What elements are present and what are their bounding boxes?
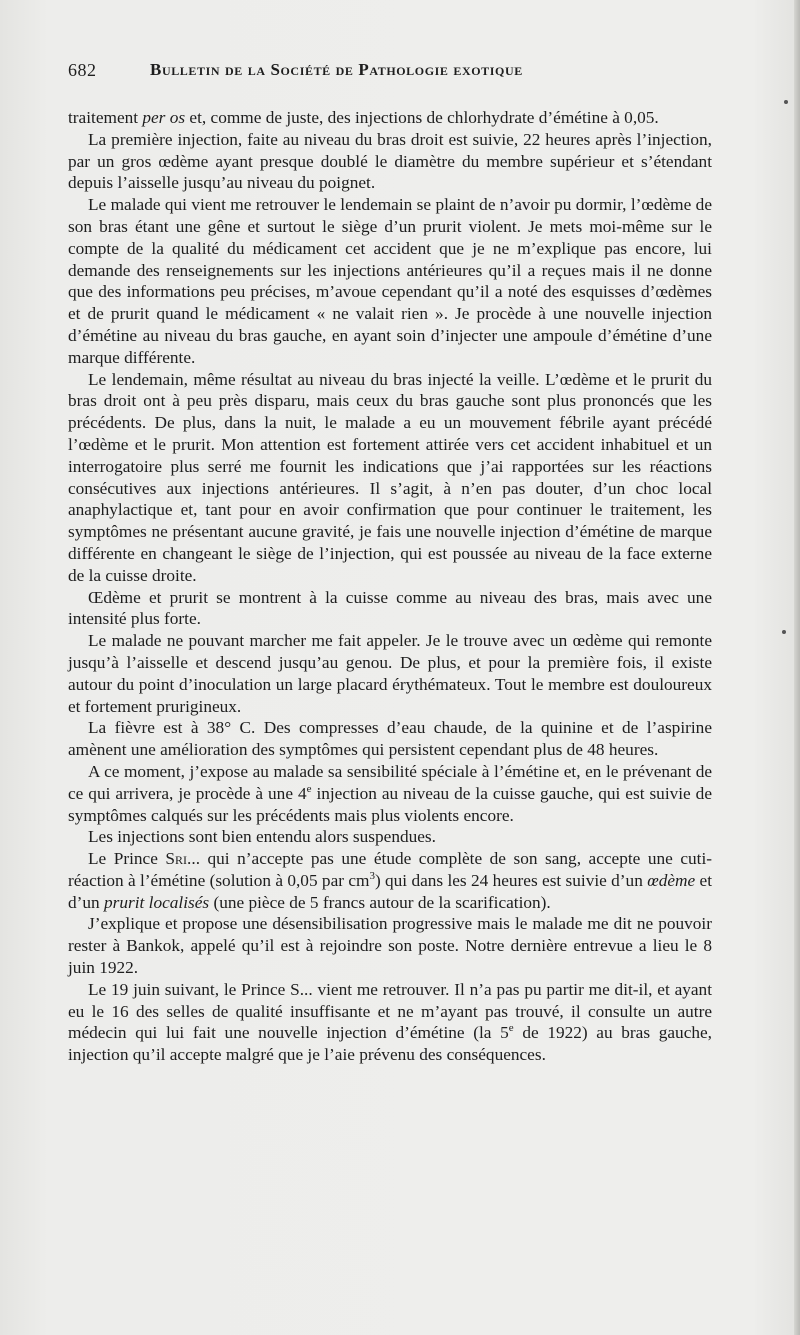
paragraph-5: Œdème et prurit se montrent à la cuisse comme au niveau des bras, mais avec une intensité plus forte. [68,587,712,629]
page-header [68,60,712,88]
margin-speck [784,100,788,104]
paragraph-4: Le lendemain, même résultat au niveau du bras injecté la veille. L’œdème et le prurit du bras droit ont à peu près disparu, mais ceux du bras gauche sont plus prononcés que les précédents. De plus, dans la nuit, le malade a eu un mouvement fébrile ayant précédé l’œdème et le prurit. Mon attention est fortement attirée vers cet accident inhabituel et un interrogatoire plus serré me fournit les indications que j’ai rapportées sur les réactions consécutives aux injections antérieures. Il s’agit, à n’en pas douter, d’un choc local anaphylactique et, tant pour en avoir confirmation que pour continuer le traitement, les symptômes ne présentant aucune gravité, je fais une nouvelle injection d’émétine de marque différente en changeant le siège de l’injection, qui est poussée au niveau de la face externe de la cuisse droite. [68,369,712,585]
running-head: Bulletin de la Société de Pathologie exotique [150,60,523,79]
paragraph-8: A ce moment, j’expose au malade sa sensibilité spéciale à l’émétine et, en le prévenant de ce qui arrivera, je procède à une 4e injection au niveau de la cuisse gauche, qui est suivie de symptômes calqués sur les précédents mais plus violents encore. [68,761,712,825]
page-number: 682 [68,60,97,80]
paragraph-6: Le malade ne pouvant marcher me fait appeler. Je le trouve avec un œdème qui remonte jusqu’à l’aisselle et descend jusqu’au genou. De plus, et pour la première fois, il existe autour du point d’inoculation un large placard érythémateux. Tout le membre est douloureux et fortement prurigineux. [68,631,712,716]
paragraph-12: Le 19 juin suivant, le Prince S... vient me retrouver. Il n’a pas pu partir me dit-il, et ayant eu le 16 des selles de qualité insuffisante et ne m’ayant pas trouvé, il consulte un autre médecin qui lui fait une nouvelle injection d’émétine (la 5e de 1922) au bras gauche, injection qu’il accepte malgré que je l’aie prévenu des conséquences. [68,979,712,1065]
margin-speck [782,630,786,634]
paragraph-2: La première injection, faite au niveau du bras droit est suivie, 22 heures après l’injection, par un gros œdème ayant presque doublé le diamètre du membre supérieur et s’étendant depuis l’aisselle jusqu’au niveau du poignet. [68,129,712,193]
paragraph-9: Les injections sont bien entendu alors suspendues. [88,827,436,847]
page-edge-shadow [794,0,800,1335]
paragraph-10: Le Prince Sri... qui n’accepte pas une étude complète de son sang, accepte une cuti-réaction à l’émétine (solution à 0,05 par $cm^3$) qui dans les 24 heures est suivie d’un œdème et d’un prurit localisés (une pièce de 5 francs autour de la scarification). [68,849,712,912]
paragraph-11: J’explique et propose une désensibilisation progressive mais le malade me dit ne pouvoir rester à Bankok, appelé qu’il est à rejoindre son poste. Notre dernière entrevue a lieu le 8 juin 1922. [68,914,712,978]
paragraph-3: Le malade qui vient me retrouver le lendemain se plaint de n’avoir pu dormir, l’œdème de son bras étant une gêne et surtout le siège d’un prurit violent. Je mets moi-même sur le compte de la qualité du médicament cet accident que je ne m’explique pas encore, lui demande des renseignements sur les injections antérieures qu’il a reçues mais il ne donne que des informations peu précises, m’avoue cependant qu’il a noté des esquisses d’œdèmes et de prurit quand le médicament « ne valait rien ». Je procède à une nouvelle injection d’émétine au niveau du bras gauche, en ayant soin d’injecter une ampoule d’émétine d’une marque différente. [68,195,712,367]
article-body [68,107,712,1066]
paragraph-1: traitement per os et, comme de juste, des injections de chlorhydrate d’émétine à 0,05. [68,108,659,127]
paragraph-7: La fièvre est à 38° C. Des compresses d’eau chaude, de la quinine et de l’aspirine amènent une amélioration des symptômes qui persistent cependant plus de 48 heures. [68,718,712,760]
